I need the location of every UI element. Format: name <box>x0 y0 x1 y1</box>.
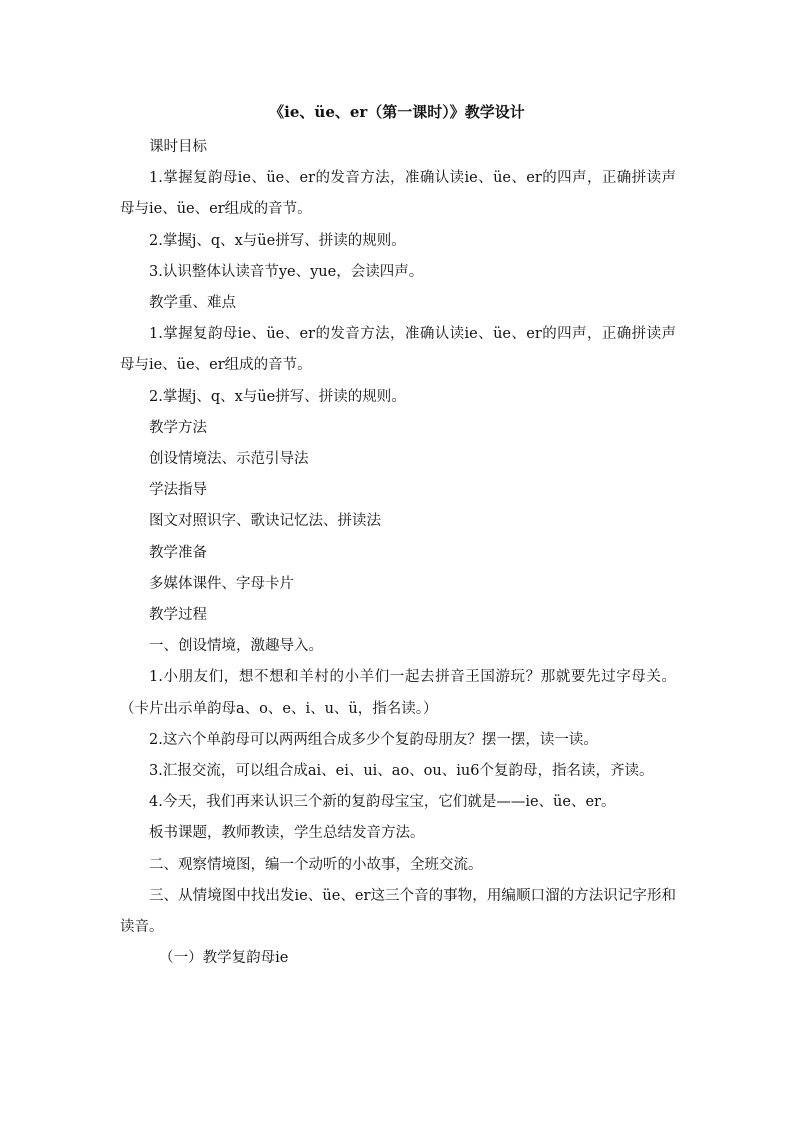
process-item-1: 1.小朋友们，想不想和羊村的小羊们一起去拼音王国游玩？那就要先过字母关。（卡片出示单韵母a、o、e、i、u、ü，指名读。） <box>120 669 676 717</box>
section-heading-objectives: 课时目标 <box>149 139 207 155</box>
key-point-1: 1.掌握复韵母ie、üe、er的发音方法，准确认读ie、üe、er的四声，正确拼读声母与ie、üe、er组成的音节。 <box>120 326 676 374</box>
process-note: 板书课题，教师教读，学生总结发音方法。 <box>149 825 425 842</box>
objective-1: 1.掌握复韵母ie、üe、er的发音方法，准确认读ie、üe、er的四声，正确拼读声母与ie、üe、er组成的音节。 <box>120 170 676 218</box>
methods-text: 创设情境法、示范引导法 <box>149 451 309 468</box>
document-body <box>120 132 676 974</box>
key-point-2: 2.掌握j、q、x与üe拼写、拼读的规则。 <box>149 388 406 405</box>
learning-guidance-text: 图文对照识字、歌诀记忆法、拼读法 <box>149 513 381 530</box>
preparation-text: 多媒体课件、字母卡片 <box>149 575 294 592</box>
process-step-3-heading: 三、从情境图中找出发ie、üe、er这三个音的事物，用编顺口溜的方法识记字形和读音。 <box>120 887 676 936</box>
objective-3: 3.认识整体认读音节ye、yue，会读四声。 <box>149 263 424 280</box>
section-heading-methods: 教学方法 <box>149 419 207 436</box>
section-heading-preparation: 教学准备 <box>149 544 207 561</box>
section-heading-process: 教学过程 <box>149 607 207 624</box>
process-item-3: 3.汇报交流，可以组合成ai、ei、ui、ao、ou、iu6个复韵母，指名读，齐读。 <box>149 763 654 780</box>
process-item-2: 2.这六个单韵母可以两两组合成多少个复韵母朋友？摆一摆，读一读。 <box>149 731 598 748</box>
objective-2: 2.掌握j、q、x与üe拼写、拼读的规则。 <box>149 232 406 249</box>
process-subsection-ie: （一）教学复韵母ie <box>159 950 289 967</box>
process-step-1-heading: 一、创设情境，激趣导入。 <box>149 638 323 655</box>
process-item-4: 4.今天，我们再来认识三个新的复韵母宝宝，它们就是——ie、üe、er。 <box>149 794 616 811</box>
process-step-2-heading: 二、观察情境图，编一个动听的小故事，全班交流。 <box>149 856 483 873</box>
section-heading-learning-guidance: 学法指导 <box>149 482 207 499</box>
document-title: 《ie、üe、er（第一课时）》教学设计 <box>269 103 525 121</box>
section-heading-key-points: 教学重、难点 <box>149 295 236 312</box>
